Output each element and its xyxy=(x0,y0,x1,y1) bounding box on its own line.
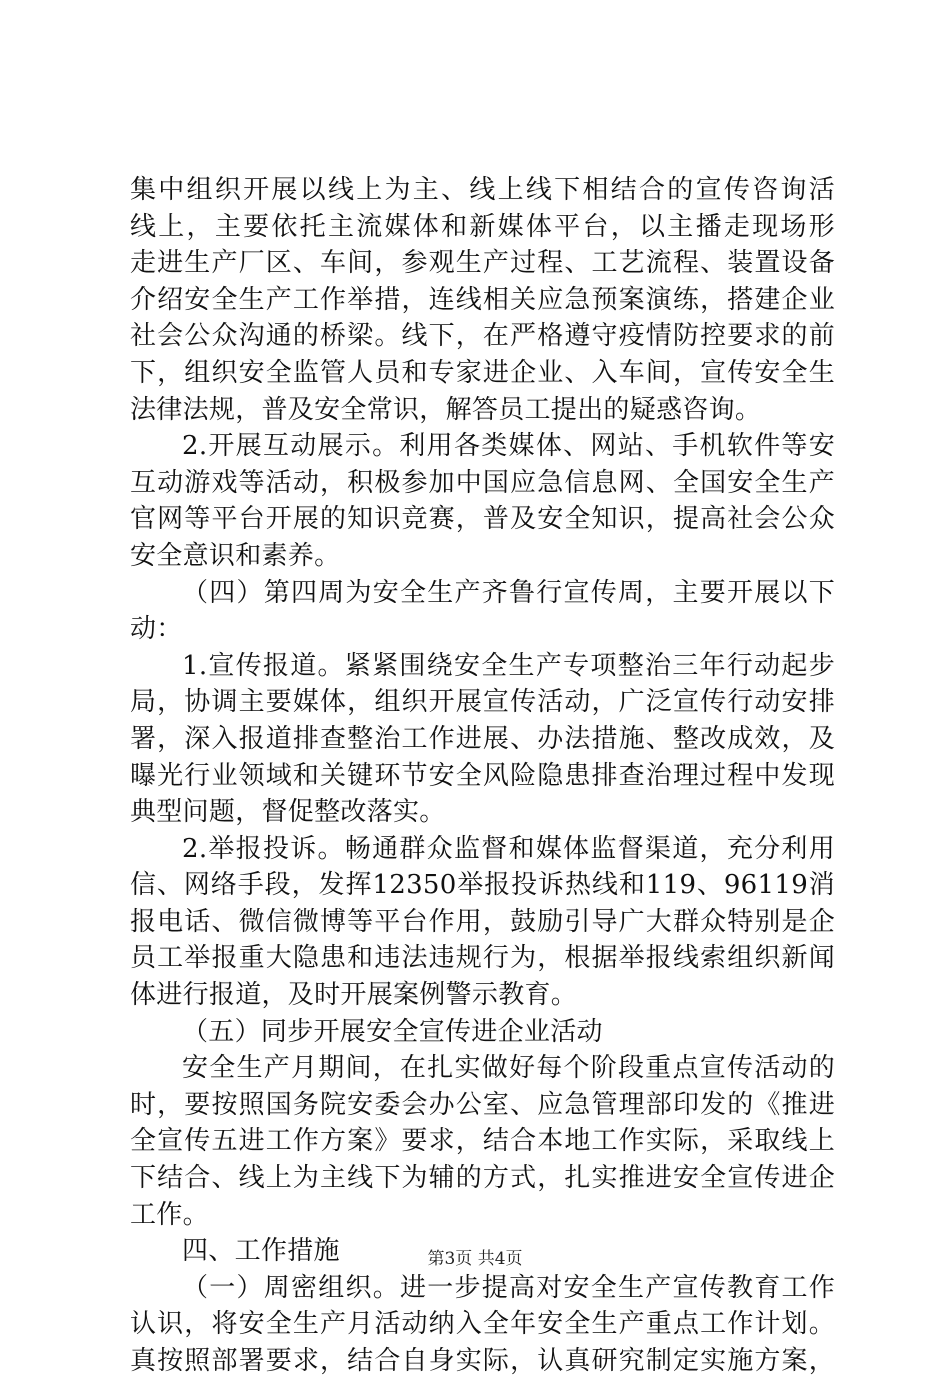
text-line: 时，要按照国务院安委会办公室、应急管理部印发的《推进 xyxy=(130,1089,835,1120)
text-line: 认识，将安全生产月活动纳入全年安全生产重点工作计划。 xyxy=(130,1309,835,1340)
section-heading: 四、工作措施 xyxy=(182,1236,340,1267)
section-heading: （五）同步开展安全宣传进企业活动 xyxy=(182,1016,603,1047)
text-line: 安全意识和素养。 xyxy=(130,540,341,571)
text-line: 工作。 xyxy=(130,1199,209,1230)
text-line: 介绍安全生产工作举措，连线相关应急预案演练，搭建企业 xyxy=(130,284,835,315)
text-line: 员工举报重大隐患和违法违规行为，根据举报线索组织新闻 xyxy=(130,943,835,974)
text-line: 互动游戏等活动，积极参加中国应急信息网、全国安全生产 xyxy=(130,467,835,498)
text-line: 2.开展互动展示。利用各类媒体、网站、手机软件等安 xyxy=(182,431,835,462)
text-line: （四）第四周为安全生产齐鲁行宣传周，主要开展以下 xyxy=(182,577,835,608)
text-line: （一）周密组织。进一步提高对安全生产宣传教育工作 xyxy=(182,1272,835,1303)
text-line: 动： xyxy=(130,614,183,645)
text-line: 社会公众沟通的桥梁。线下，在严格遵守疫情防控要求的前 xyxy=(130,321,835,352)
text-line: 法律法规，普及安全常识，解答员工提出的疑惑咨询。 xyxy=(130,394,762,425)
text-line: 走进生产厂区、车间，参观生产过程、工艺流程、装置设备 xyxy=(130,248,835,279)
text-line: 下结合、线上为主线下为辅的方式，扎实推进安全宣传进企 xyxy=(130,1163,835,1194)
body-text xyxy=(130,172,835,1380)
text-line: 真按照部署要求，结合自身实际，认真研究制定实施方案， xyxy=(130,1346,835,1376)
text-line: 线上，主要依托主流媒体和新媒体平台，以主播走现场形 xyxy=(130,211,835,242)
page-number-footer: 第3页 共4页 xyxy=(427,1249,523,1269)
text-line: 下，组织安全监管人员和专家进企业、入车间，宣传安全生 xyxy=(130,357,835,388)
text-line: 集中组织开展以线上为主、线上线下相结合的宣传咨询活 xyxy=(130,175,835,205)
text-line: 2.举报投诉。畅通群众监督和媒体监督渠道，充分利用 xyxy=(182,833,835,864)
text-line: 典型问题，督促整改落实。 xyxy=(130,797,446,828)
text-line: 安全生产月期间，在扎实做好每个阶段重点宣传活动的 xyxy=(182,1053,835,1084)
text-line: 体进行报道，及时开展案例警示教育。 xyxy=(130,980,578,1011)
text-line: 官网等平台开展的知识竞赛，普及安全知识，提高社会公众 xyxy=(130,504,835,535)
text-line: 1.宣传报道。紧紧围绕安全生产专项整治三年行动起步 xyxy=(182,650,835,681)
text-line: 曝光行业领域和关键环节安全风险隐患排查治理过程中发现 xyxy=(130,760,835,791)
text-line: 信、网络手段，发挥12350举报投诉热线和119、96119消 xyxy=(130,870,835,901)
text-line: 署，深入报道排查整治工作进展、办法措施、整改成效，及 xyxy=(130,723,835,754)
text-line: 局，协调主要媒体，组织开展宣传活动，广泛宣传行动安排 xyxy=(130,687,835,718)
text-line: 全宣传五进工作方案》要求，结合本地工作实际，采取线上 xyxy=(130,1126,835,1157)
text-line: 报电话、微信微博等平台作用，鼓励引导广大群众特别是企 xyxy=(130,906,835,937)
